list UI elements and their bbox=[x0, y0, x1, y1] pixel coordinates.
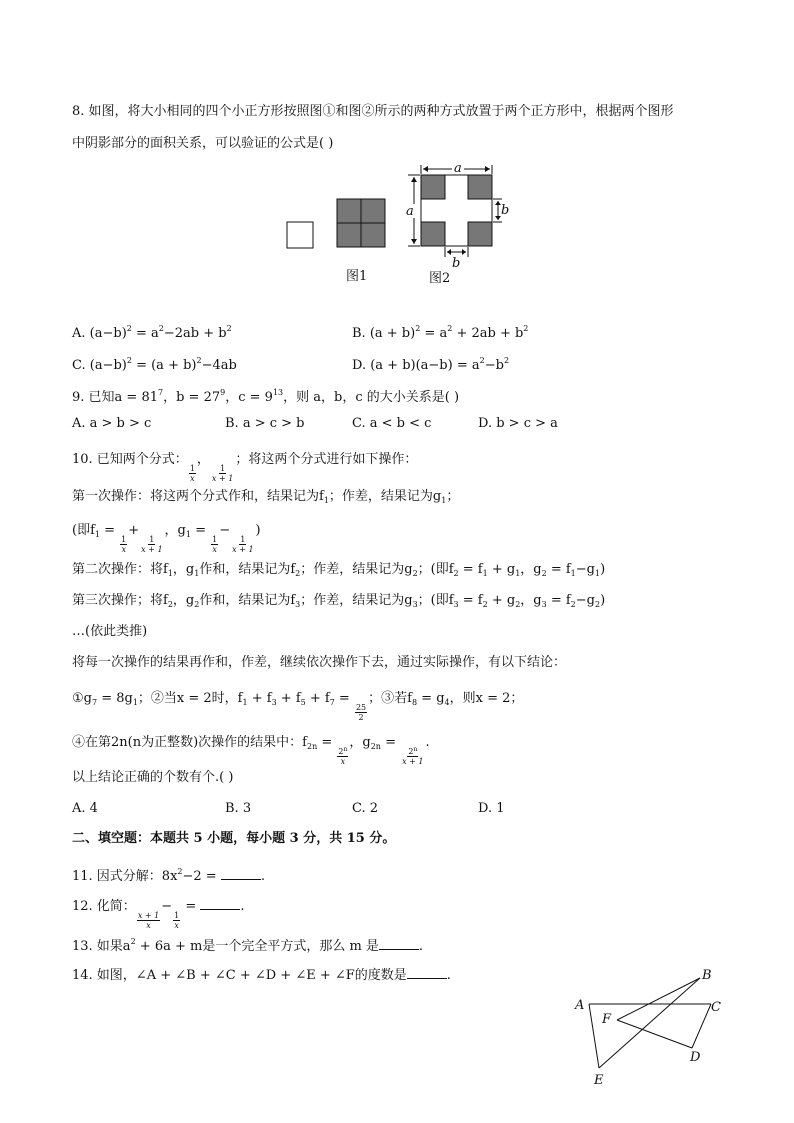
q9-option-d[interactable]: D. b > c > a bbox=[478, 416, 558, 431]
point-f-label: F bbox=[602, 1012, 612, 1027]
q8-line1: 8. 如图，将大小相同的四个小正方形按照图①和图②所示的两种方式放置于两个正方形中，根据两个图形 bbox=[72, 104, 674, 119]
q9-stem: 9. 已知$a = 81^7$，$b = 27^9$，$c = 9^{13}$，则 a，b，c 的大小关系是( ) bbox=[72, 388, 460, 405]
q9-option-c[interactable]: C. a < b < c bbox=[352, 416, 432, 431]
point-c-label: C bbox=[711, 1000, 721, 1015]
point-b-label: B bbox=[702, 968, 712, 983]
fig1-label: 图1 bbox=[346, 269, 368, 284]
section-2-title: 二、填空题：本题共 5 小题，每小题 3 分，共 15 分。 bbox=[72, 831, 396, 846]
q10-option-b[interactable]: B. 3 bbox=[225, 801, 252, 816]
q8-option-b[interactable]: B. $(a + b)^2 = a^2 + 2ab + b^2$ bbox=[352, 324, 529, 341]
q10-op1: 第一次操作：将这两个分式作和，结果记为$f_1$；作差，结果记为$g_1$； bbox=[72, 489, 460, 505]
q12: 12. 化简： $\frac{x + 1}{x}$ − $\frac{1}{x}$ = . bbox=[72, 899, 245, 930]
q9-option-a[interactable]: A. a > b > c bbox=[72, 416, 152, 431]
q8-option-d[interactable]: D. $(a + b)(a-b) = a^2-b^2$ bbox=[352, 356, 510, 373]
q10-stem: 10. 已知两个分式： $\frac{1}{x}$ ， $\frac{1}{x + 1}$ ；将这两个分式进行如下操作： bbox=[72, 452, 418, 483]
q10-etc: …(依此类推) bbox=[72, 624, 148, 639]
q10-option-a[interactable]: A. 4 bbox=[72, 801, 98, 816]
point-e-label: E bbox=[594, 1073, 604, 1088]
dim-b-right: b bbox=[501, 203, 510, 218]
point-a-label: A bbox=[575, 998, 585, 1013]
q11: 11. 因式分解：$8x^2-2$ = . bbox=[72, 867, 265, 884]
dim-b-bottom: b bbox=[452, 256, 461, 271]
q10-op1-detail: (即$f_1$ = $\frac{1}{x}$ + $\frac{1}{x + 1}$ ，$g_1$ = $\frac{1}{x}$ − $\frac{1}{x + 1}$ ) bbox=[72, 523, 261, 554]
dim-a-left: a bbox=[406, 204, 414, 219]
q10-op2: 第二次操作：将$f_1$，$g_1$作和，结果记为$f_2$；作差，结果记为$g_2$；(即$f_2 = f_1 + g_1$，$g_2 = f_1-g_1$) bbox=[72, 562, 606, 578]
q10-op3: 第三次操作；将$f_2$，$g_2$作和，结果记为$f_3$；作差，结果记为$g_3$；(即$f_3 = f_2 + g_2$，$g_3 = f_2-g_2$) bbox=[72, 593, 606, 609]
q14: 14. 如图，∠A + ∠B + ∠C + ∠D + ∠E + ∠F的度数是 . bbox=[72, 968, 451, 983]
q10-option-d[interactable]: D. 1 bbox=[478, 801, 505, 816]
fig2-label: 图2 bbox=[429, 271, 451, 286]
q10-instruction: 将每一次操作的结果再作和，作差，继续依次操作下去，通过实际操作，有以下结论： bbox=[72, 655, 567, 670]
q10-option-c[interactable]: C. 2 bbox=[352, 801, 379, 816]
q13: 13. 如果$a^2 + 6a + m$是一个完全平方式，那么 m 是 . bbox=[72, 937, 424, 954]
point-d-label: D bbox=[690, 1050, 701, 1065]
dim-a-top: a bbox=[454, 161, 462, 176]
q10-conclusions-1: $①g_7 = 8g_1$；②当x = 2时，$f_1 + f_3 + f_5 + f_7$ = $\frac{25}{2}$ ；③若$f_8 = g_4$，则x = 2； bbox=[72, 691, 524, 722]
q8-option-c[interactable]: C. $(a-b)^2 = (a + b)^2-4ab$ bbox=[72, 356, 237, 373]
q8-line2: 中阴影部分的面积关系，可以验证的公式是( ) bbox=[72, 136, 334, 151]
q10-question: 以上结论正确的个数有个.( ) bbox=[72, 770, 234, 785]
q8-option-a[interactable]: A. $(a-b)^2 = a^2-2ab + b^2$ bbox=[72, 324, 232, 341]
q9-option-b[interactable]: B. a > c > b bbox=[225, 416, 305, 431]
q10-conclusions-2: ④在第2n(n为正整数)次操作的结果中：$f_{2n}$ = $\frac{2^n}{x}$ ，$g_{2n}$ = $\frac{2^n}{x + 1}$ . bbox=[72, 735, 430, 766]
